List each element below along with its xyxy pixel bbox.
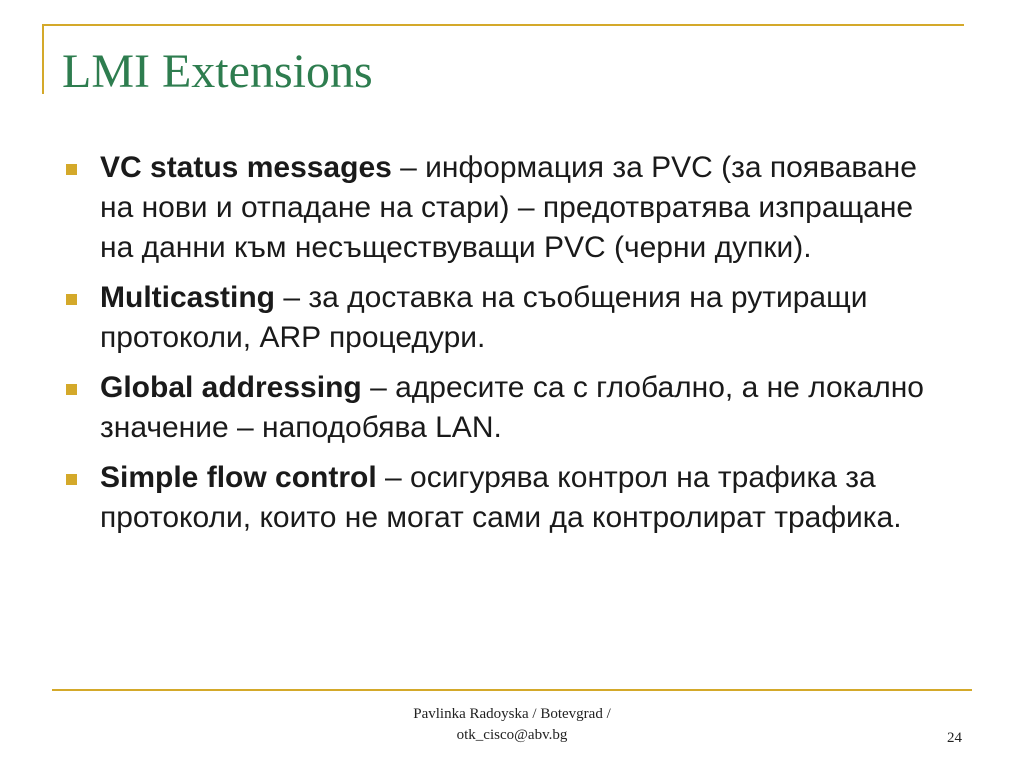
square-bullet-icon — [66, 294, 77, 305]
bullet-text: – информация за PVC (за появаване на нови и отпадане на стари) – предотвратява изпращане на данни към несъществуващи PVC (черни дупки). — [100, 151, 917, 264]
square-bullet-icon — [66, 384, 77, 395]
bullet-term: Multicasting — [100, 281, 276, 314]
bullet-text: – адресите са с глобално, а не локално значение – наподобява LAN. — [100, 371, 924, 444]
page-number: 24 — [947, 730, 962, 746]
bullet-item — [60, 278, 940, 358]
bullet-item — [60, 458, 940, 538]
footer-email: otk_cisco@abv.bg — [456, 727, 568, 743]
bullet-term: VC status messages — [100, 151, 392, 184]
footer-author — [362, 704, 662, 746]
title-frame-top-line — [42, 24, 964, 26]
footer-author-line: Pavlinka Radoyska / Botevgrad / — [413, 706, 611, 722]
square-bullet-icon — [66, 164, 77, 175]
footer-divider — [52, 689, 972, 691]
square-bullet-icon — [66, 474, 77, 485]
slide-title: LMI Extensions — [62, 45, 373, 98]
bullet-item — [60, 148, 940, 268]
bullet-text: – осигурява контрол на трафика за протоколи, които не могат сами да контролират трафика. — [100, 461, 902, 534]
title-frame-left-line — [42, 24, 44, 94]
bullet-text: – за доставка на съобщения на рутиращи протоколи, ARP процедури. — [100, 281, 868, 354]
bullet-term: Simple flow control — [100, 461, 377, 494]
bullet-item — [60, 368, 940, 448]
bullet-list — [60, 148, 940, 548]
bullet-term: Global addressing — [100, 371, 362, 404]
